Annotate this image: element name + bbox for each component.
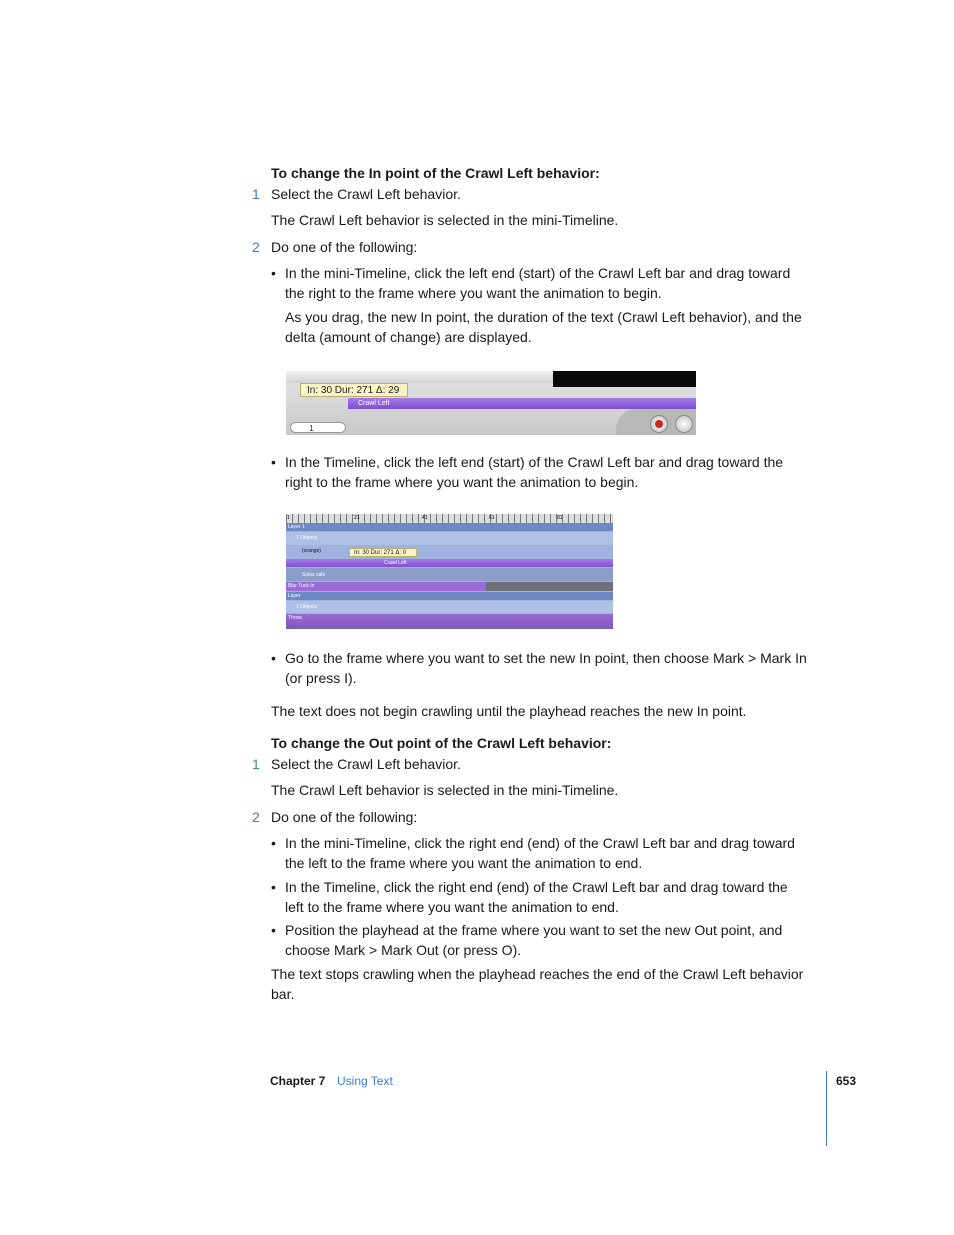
row-label: Layer (288, 593, 301, 599)
row-label: Throw (288, 615, 302, 621)
section-heading-out-point: To change the Out point of the Crawl Left behavior: (271, 735, 612, 751)
crawl-left-bar (348, 398, 696, 409)
bullet-note: As you drag, the new In point, the duration of the text (Crawl Left behavior), and the (285, 309, 802, 325)
ruler-tick: 21 (354, 515, 360, 521)
bullet-text: In the Timeline, click the left end (start) of the Crawl Left bar and drag toward the (285, 454, 784, 470)
timeline-screenshot (286, 514, 613, 629)
step-number: 1 (252, 186, 260, 202)
step-text: Select the Crawl Left behavior. (271, 186, 461, 202)
bullet-text: the left to the frame where you want the animation to end. (285, 855, 643, 871)
step-text: Select the Crawl Left behavior. (271, 756, 461, 772)
timeline-ruler (286, 514, 613, 523)
section-heading-in-point: To change the In point of the Crawl Left behavior: (271, 165, 600, 181)
step-result: The Crawl Left behavior is selected in the mini-Timeline. (271, 212, 619, 228)
timeline-row (286, 568, 613, 581)
row-label: Layer 1 (288, 524, 305, 530)
row-label: 1 Objects (296, 604, 318, 610)
bullet: • (271, 265, 276, 281)
frame-field: 1 (290, 422, 346, 433)
ruler-tick: 41 (422, 515, 428, 521)
bullet-text: (or press I). (285, 670, 357, 686)
timeline-row (286, 532, 613, 545)
row-label: (orange) (302, 548, 321, 554)
record-button-icon (650, 415, 668, 433)
footer-divider (826, 1071, 827, 1146)
row-label: Blur Tuck In (288, 583, 315, 589)
mini-timeline-screenshot (286, 371, 696, 435)
timeline-row (286, 582, 613, 591)
bullet-text: left to the frame where you want the animation to end. (285, 899, 619, 915)
page-number: 653 (836, 1074, 857, 1088)
timeline-row (286, 592, 613, 600)
row-label: 1 Objects (296, 535, 318, 541)
ruler-tick: 81 (557, 515, 563, 521)
bullet-note: delta (amount of change) are displayed. (285, 329, 532, 345)
bullet: • (271, 835, 276, 851)
bullet-text: Go to the frame where you want to set the new In point, then choose Mark > Mark In (285, 650, 807, 666)
rewind-button-icon (675, 415, 693, 433)
footer-chapter-title-link[interactable]: Using Text (337, 1074, 393, 1088)
bullet-text: In the mini-Timeline, click the left end (start) of the Crawl Left bar and drag toward (285, 265, 791, 281)
bullet-text: Position the playhead at the frame where you want to set the new Out point, and (285, 922, 783, 938)
closing-paragraph: bar. (271, 986, 295, 1002)
step-text: Do one of the following: (271, 239, 418, 255)
bullet: • (271, 879, 276, 895)
drag-tooltip: In: 30 Dur: 271 Δ: 0 (349, 548, 417, 557)
bullet-text: In the Timeline, click the right end (end) of the Crawl Left bar and drag toward the (285, 879, 788, 895)
row-label: Solos safe (302, 572, 326, 578)
bullet: • (271, 922, 276, 938)
timeline-row (286, 523, 613, 531)
step-number: 2 (252, 239, 260, 255)
bullet-text: right to the frame where you want the animation to begin. (285, 474, 639, 490)
bullet-text: In the mini-Timeline, click the right end (end) of the Crawl Left bar and drag toward (285, 835, 795, 851)
ruler-tick: 1 (287, 515, 290, 521)
timeline-row (286, 601, 613, 613)
footer-chapter: Chapter 7 (270, 1074, 326, 1088)
drag-tooltip: In: 30 Dur: 271 Δ: 29 (300, 383, 408, 397)
ruler-tick: 61 (489, 515, 495, 521)
closing-paragraph: The text stops crawling when the playhead reaches the end of the Crawl Left behavior (271, 966, 804, 982)
bullet: • (271, 454, 276, 470)
timeline-row (286, 546, 613, 558)
step-result: The Crawl Left behavior is selected in the mini-Timeline. (271, 782, 619, 798)
bullet-text: the right to the frame where you want the animation to begin. (285, 285, 662, 301)
bullet: • (271, 650, 276, 666)
step-text: Do one of the following: (271, 809, 418, 825)
crawl-left-bar (286, 559, 613, 567)
step-number: 2 (252, 809, 260, 825)
bullet-text: choose Mark > Mark Out (or press O). (285, 942, 522, 958)
crawl-left-bar-label: Crawl Left (358, 400, 390, 407)
timeline-row (286, 614, 613, 629)
closing-paragraph: The text does not begin crawling until the playhead reaches the new In point. (271, 703, 747, 719)
row-label: Crawl Left (384, 560, 407, 566)
canvas-pane (553, 371, 696, 387)
step-number: 1 (252, 756, 260, 772)
